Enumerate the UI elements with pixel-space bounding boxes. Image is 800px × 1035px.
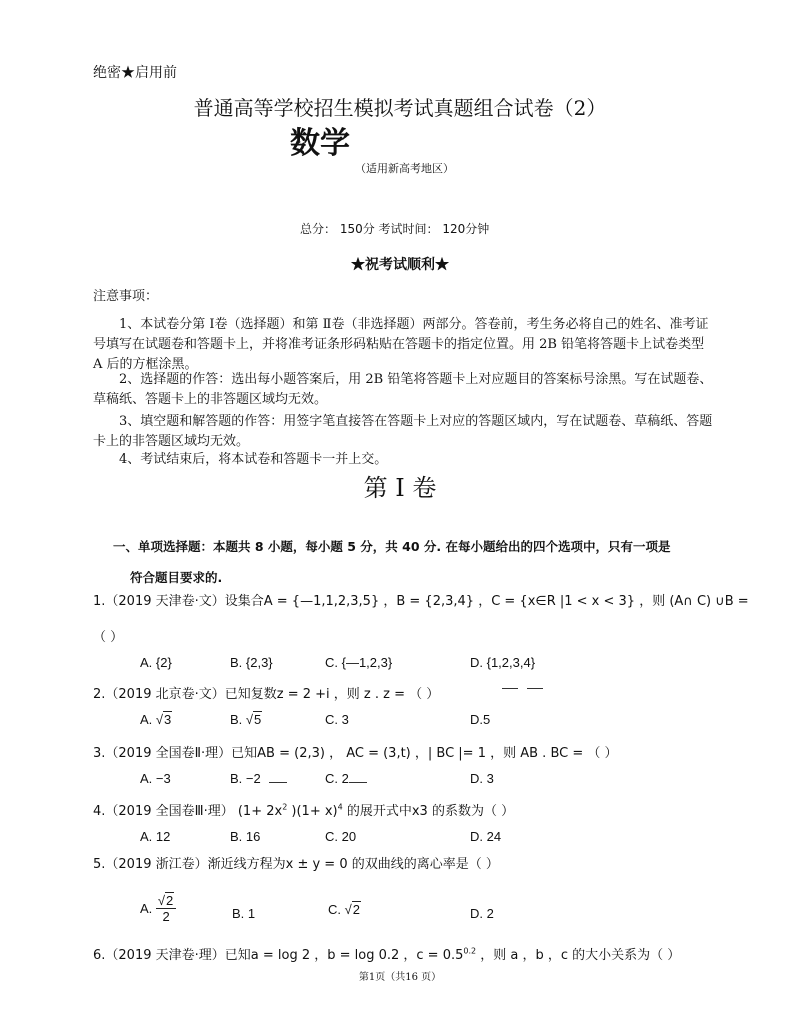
underline-mark (349, 782, 367, 783)
confidential-label: 绝密★启用前 (93, 65, 177, 81)
question-3-option-b: B. −2 (230, 771, 287, 786)
question-1-option-d: D. {1,2,3,4} (470, 655, 536, 670)
question-1-option-c: C. {—1,2,3} (325, 655, 393, 670)
score-info: 总分： 150分 考试时间： 120分钟 (300, 222, 490, 236)
fraction: $\frac{√2}{2}$ (156, 893, 176, 924)
question-5-option-b: B. 1 (232, 906, 256, 921)
question-4-option-b: B. 16 (230, 829, 261, 844)
question-1-paren: （ ） (93, 630, 124, 645)
question-4-option-a: A. 12 (140, 829, 171, 844)
subject-title: 数学 (290, 126, 350, 161)
conjugate-bar-1 (502, 688, 518, 689)
notice-item-4: 4、考试结束后，将本试卷和答题卡一并上交。 (119, 452, 388, 467)
question-5-option-c: C. √2 (328, 902, 360, 917)
notice-item-2: 2、选择题的作答：选出每小题答案后，用 2B 铅笔将答题卡上对应题目的答案标号涂黑。写在试题卷、草稿纸、答题卡上的非答题区域均无效。 (93, 372, 713, 407)
notice-heading: 注意事项： (93, 289, 159, 304)
region-note: （适用新高考地区） (355, 162, 454, 175)
sqrt-symbol: √3 (155, 712, 172, 727)
question-2-stem: 2.（2019 北京卷·文）已知复数z = 2 +i ，则 z . z = （ ） (93, 687, 440, 702)
question-3-option-c: C. 2 (325, 771, 367, 786)
question-1-stem: 1.（2019 天津卷·文）设集合A = {—1,1,2,3,5} ，B = {2,3,4} ，C = {x∈R |1 < x < 3} ，则 (A∩ C) ∪B = (93, 594, 749, 609)
question-2-option-a: A. √3 (140, 712, 172, 727)
section-heading-line1: 一、单项选择题：本题共 8 小题，每小题 5 分，共 40 分. 在每小题给出的四个选项中，只有一项是 (113, 539, 671, 554)
question-5-stem: 5.（2019 浙江卷）渐近线方程为x ± y = 0 的双曲线的离心率是（ ） (93, 857, 499, 872)
question-2-option-b: B. √5 (230, 712, 262, 727)
question-3-option-d: D. 3 (470, 771, 494, 786)
question-4-stem: 4.（2019 全国卷Ⅲ·理） ($1+ 2x^2$ )$(1+ x)^4$ 的展开式中x3 的系数为（ ） (93, 802, 515, 819)
sqrt-symbol: √2 (344, 902, 360, 917)
notice-item-3: 3、填空题和解答题的作答：用签字笔直接答在答题卡上对应的答题区域内，写在试题卷、草稿纸、答题卡上的非答题区域均无效。 (93, 414, 713, 449)
question-1-option-b: B. {2,3} (230, 655, 273, 670)
conjugate-bar-2 (527, 688, 543, 689)
question-5-option-a: A. $\frac{√2}{2}$ (140, 893, 176, 924)
question-3-stem: 3.（2019 全国卷Ⅱ·理）已知AB = (2,3) ， AC = (3,t) ，| BC |= 1 ，则 AB . BC = （ ） (93, 746, 618, 761)
question-3-option-a: A. −3 (140, 771, 171, 786)
question-6-stem: 6.（2019 天津卷·理）已知a = log 2 ，b = log 0.2 ，$c = 0.5^{0.2}$ ，则 a ，b ，c 的大小关系为（ ） (93, 946, 681, 963)
question-5-option-d: D. 2 (470, 906, 494, 921)
underline-mark (269, 782, 287, 783)
section-heading-line2: 符合题目要求的. (130, 570, 223, 585)
question-4-option-c: C. 20 (325, 829, 357, 844)
question-1-option-a: A. {2} (140, 655, 172, 670)
wish-line: ★祝考试顺利★ (351, 257, 449, 273)
main-title: 普通高等学校招生模拟考试真题组合试卷（2） (193, 96, 607, 120)
question-2-option-c: C. 3 (325, 712, 349, 727)
volume-title: 第 Ⅰ 卷 (363, 474, 437, 502)
question-4-option-d: D. 24 (470, 829, 502, 844)
question-2-option-d: D.5 (470, 712, 491, 727)
page-footer: 第1页（共16 页） (358, 972, 442, 983)
notice-item-1: 1、本试卷分第 Ⅰ卷（选择题）和第 Ⅱ卷（非选择题）两部分。答卷前，考生务必将自己的姓名、准考证号填写在试题卷和答题卡上，并将准考证条形码粘贴在答题卡的指定位置。用 2B 铅笔将答题卡上试卷类型 A 后的方框涂黑。 (93, 317, 709, 372)
sqrt-symbol: √5 (245, 712, 262, 727)
